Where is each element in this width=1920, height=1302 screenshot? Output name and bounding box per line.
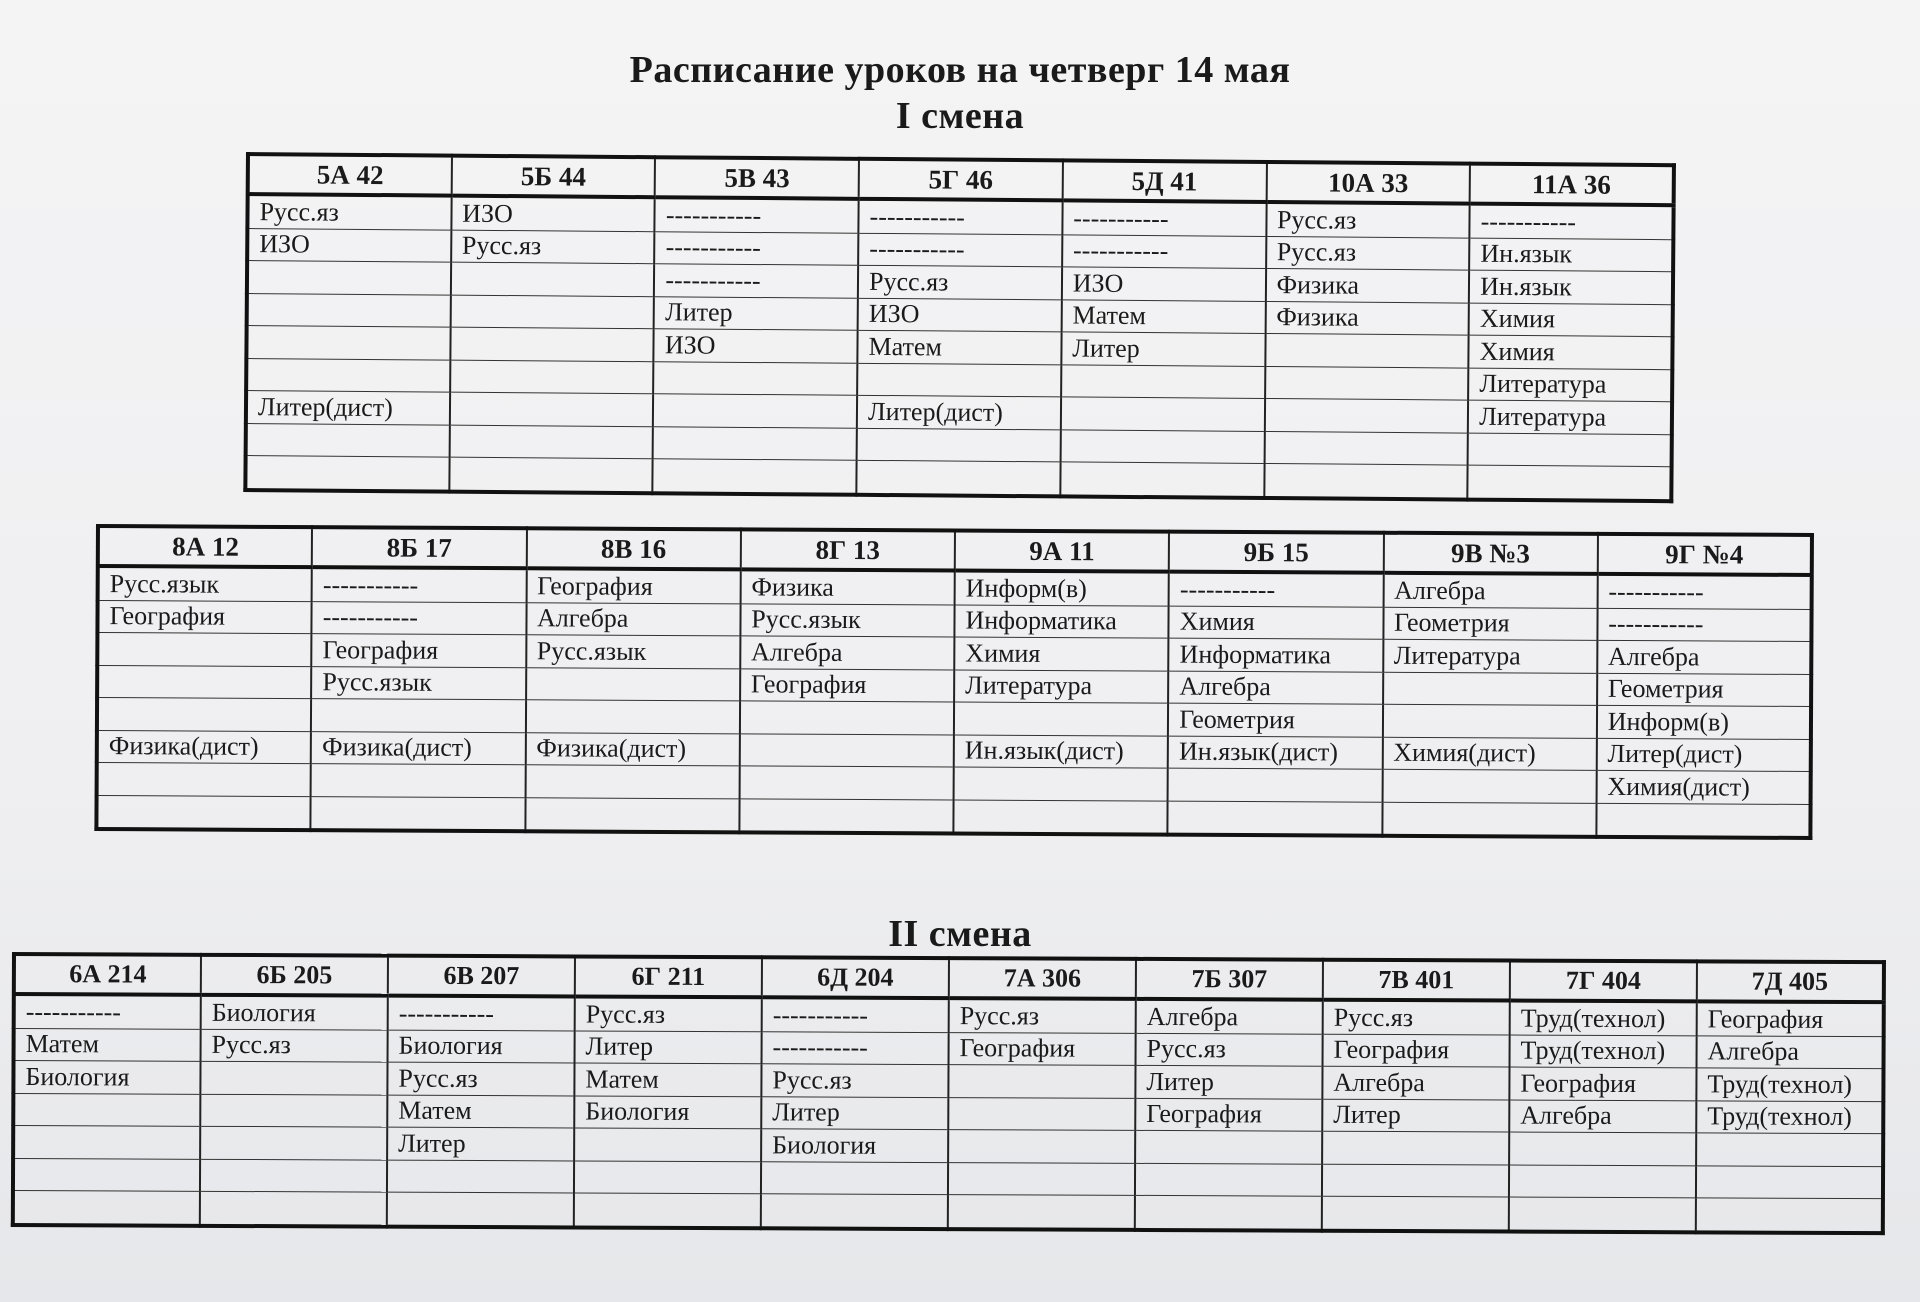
lesson-cell: География <box>1697 1001 1884 1036</box>
lesson-cell: Труд(технол) <box>1510 1001 1697 1036</box>
lesson-cell <box>1468 433 1672 467</box>
lesson-cell: Литер <box>387 1127 574 1160</box>
schedule-table-shift-2-grades-6-7 <box>11 952 1886 1235</box>
lesson-cell <box>953 799 1167 834</box>
lesson-cell: Физика <box>1265 301 1469 335</box>
lesson-cell: География <box>1135 1098 1322 1131</box>
lesson-cell: Русс.яз <box>1266 236 1470 270</box>
lesson-cell <box>450 295 654 329</box>
lesson-cell <box>1509 1165 1696 1198</box>
lesson-cell <box>311 764 525 798</box>
schedule-table-shift-1-grades-5-11 <box>243 152 1676 503</box>
class-column-header: 6А 214 <box>14 954 201 995</box>
class-column-header: 9А 11 <box>955 530 1169 571</box>
lesson-cell <box>387 1192 574 1227</box>
lesson-cell <box>740 701 954 735</box>
lesson-cell: Литер <box>761 1096 948 1129</box>
lesson-cell: ИЗО <box>1062 267 1266 301</box>
page-title: Расписание уроков на четверг 14 мая <box>629 49 1291 91</box>
lesson-cell <box>97 665 311 699</box>
lesson-cell: ----------- <box>858 233 1062 267</box>
lesson-cell: Литер(дист) <box>246 391 450 425</box>
lesson-cell: Литер <box>1135 1065 1322 1098</box>
lesson-cell <box>97 763 311 797</box>
lesson-cell <box>245 456 449 492</box>
lesson-cell <box>574 1160 761 1193</box>
lesson-cell: Геометрия <box>1383 607 1597 641</box>
lesson-cell <box>246 326 450 360</box>
lesson-cell: Русс.язык <box>740 603 954 637</box>
lesson-cell <box>13 1158 200 1191</box>
lesson-cell: Алгебра <box>1383 573 1597 608</box>
lesson-cell: Матем <box>1061 299 1265 333</box>
lesson-cell <box>1168 768 1382 802</box>
lesson-cell <box>1468 465 1672 501</box>
lesson-cell: Биология <box>201 995 388 1030</box>
lesson-cell: Биология <box>13 1061 200 1094</box>
lesson-cell: Алгебра <box>1136 999 1323 1034</box>
lesson-cell: Геометрия <box>1168 703 1382 737</box>
class-column-header: 5Д 41 <box>1062 160 1266 202</box>
class-column-header: 9В №3 <box>1383 533 1597 574</box>
lesson-cell: Химия <box>954 637 1168 671</box>
lesson-cell <box>1322 1164 1509 1197</box>
lesson-cell <box>1061 397 1265 431</box>
lesson-cell <box>948 1130 1135 1163</box>
class-column-header: 6В 207 <box>388 956 575 997</box>
lesson-cell <box>1135 1195 1322 1230</box>
class-column-header: 7Г 404 <box>1510 961 1697 1002</box>
lesson-cell: Литер <box>1322 1099 1509 1132</box>
class-column-header: 11А 36 <box>1470 164 1674 206</box>
lesson-cell: Русс.яз <box>387 1062 574 1095</box>
lesson-cell: Русс.яз <box>761 1064 948 1097</box>
lesson-cell <box>1322 1196 1509 1231</box>
lesson-cell <box>739 766 953 800</box>
lesson-cell <box>246 358 450 392</box>
lesson-cell <box>948 1065 1135 1098</box>
lesson-cell: География <box>97 600 311 634</box>
lesson-cell: Русс.яз <box>1266 202 1470 238</box>
lesson-cell: Русс.яз <box>858 265 1062 299</box>
lesson-cell <box>857 363 1061 397</box>
lesson-cell: Ин.язык <box>1469 238 1673 272</box>
lesson-cell <box>654 361 858 395</box>
lesson-cell: Русс.язык <box>526 635 740 669</box>
lesson-cell: Физика(дист) <box>525 732 739 766</box>
lesson-cell <box>739 733 953 767</box>
lesson-cell <box>387 1160 574 1193</box>
class-column-header: 5Б 44 <box>451 156 655 198</box>
lesson-cell <box>96 795 310 830</box>
lesson-cell <box>653 426 857 460</box>
lesson-cell: Алгебра <box>1322 1066 1509 1099</box>
lesson-cell: Ин.язык(дист) <box>1168 736 1382 770</box>
lesson-cell: Физика(дист) <box>97 730 311 764</box>
class-column-header: 7Д 405 <box>1697 961 1884 1002</box>
lesson-cell: Информ(в) <box>1597 705 1811 739</box>
lesson-cell: Литература <box>954 669 1168 703</box>
class-column-header: 9Г №4 <box>1598 534 1812 575</box>
lesson-cell <box>449 425 653 459</box>
lesson-cell: ----------- <box>655 231 859 265</box>
class-column-header: 5А 42 <box>248 154 452 196</box>
lesson-cell <box>200 1159 387 1192</box>
lesson-cell: ----------- <box>1597 608 1811 642</box>
class-column-header: 8В 16 <box>526 528 740 569</box>
lesson-cell <box>1383 672 1597 706</box>
lesson-cell: Биология <box>761 1129 948 1162</box>
lesson-cell: Русс.язык <box>98 566 312 601</box>
lesson-cell: ----------- <box>388 996 575 1031</box>
class-column-header: 6Д 204 <box>762 957 949 998</box>
lesson-cell <box>1696 1165 1883 1198</box>
lesson-cell: Химия(дист) <box>1596 770 1810 804</box>
lesson-cell: Литер <box>575 1030 762 1063</box>
lesson-cell: ----------- <box>312 601 526 635</box>
class-column-header: 8Г 13 <box>741 529 955 570</box>
lesson-cell <box>311 796 525 831</box>
lesson-cell: География <box>312 634 526 668</box>
lesson-cell: Русс.яз <box>575 996 762 1031</box>
lesson-cell <box>13 1093 200 1126</box>
class-column-header: 7А 306 <box>949 958 1136 999</box>
lesson-cell <box>857 428 1061 462</box>
lesson-cell: Русс.яз <box>247 194 451 230</box>
lesson-cell <box>525 765 739 799</box>
lesson-cell <box>451 262 655 296</box>
lesson-cell <box>247 261 451 295</box>
lesson-cell: Ин.язык(дист) <box>954 734 1168 768</box>
lesson-cell <box>653 459 857 495</box>
lesson-cell <box>525 797 739 832</box>
class-column-header: 7Б 307 <box>1136 959 1323 1000</box>
lesson-cell: География <box>1509 1067 1696 1100</box>
lesson-cell: ИЗО <box>654 329 858 363</box>
lesson-cell: ----------- <box>1062 200 1266 236</box>
lesson-cell: Матем <box>574 1063 761 1096</box>
shift-2-heading: II смена <box>888 913 1032 955</box>
lesson-cell: Алгебра <box>1509 1100 1696 1133</box>
lesson-cell <box>450 360 654 394</box>
lesson-cell: Информатика <box>954 604 1168 638</box>
lesson-cell: Информ(в) <box>955 570 1169 605</box>
lesson-cell <box>856 460 1060 496</box>
lesson-cell: Физика <box>1265 269 1469 303</box>
lesson-cell <box>948 1195 1135 1230</box>
lesson-cell <box>1265 334 1469 368</box>
class-column-header: 9Б 15 <box>1169 532 1383 573</box>
lesson-cell <box>200 1126 387 1159</box>
lesson-cell: Химия <box>1169 606 1383 640</box>
lesson-cell: Алгебра <box>1597 640 1811 674</box>
lesson-cell <box>574 1128 761 1161</box>
lesson-cell <box>1135 1130 1322 1163</box>
lesson-cell <box>97 633 311 667</box>
lesson-cell: ----------- <box>762 997 949 1032</box>
lesson-cell: Физика(дист) <box>311 731 525 765</box>
lesson-cell <box>13 1191 200 1226</box>
class-column-header: 7В 401 <box>1323 960 1510 1001</box>
lesson-cell: ----------- <box>1597 574 1811 609</box>
lesson-cell <box>954 767 1168 801</box>
lesson-cell: Литература <box>1383 639 1597 673</box>
lesson-cell: Алгебра <box>1168 671 1382 705</box>
lesson-cell <box>311 699 525 733</box>
lesson-cell: ИЗО <box>451 196 655 232</box>
lesson-cell: Алгебра <box>740 636 954 670</box>
lesson-cell: Биология <box>388 1030 575 1063</box>
lesson-cell <box>449 457 653 493</box>
lesson-cell: Матем <box>857 330 1061 364</box>
lesson-cell <box>526 667 740 701</box>
lesson-cell: Литер(дист) <box>1596 738 1810 772</box>
lesson-cell: Геометрия <box>1597 673 1811 707</box>
lesson-cell <box>450 392 654 426</box>
lesson-cell <box>1168 801 1382 836</box>
lesson-cell <box>653 394 857 428</box>
lesson-cell <box>761 1194 948 1229</box>
lesson-cell: ИЗО <box>247 228 451 262</box>
lesson-cell: Русс.яз <box>1323 1000 1510 1035</box>
lesson-cell: ----------- <box>1470 204 1674 240</box>
lesson-cell: ----------- <box>1169 572 1383 607</box>
lesson-cell <box>1265 366 1469 400</box>
lesson-cell: Литер <box>1061 332 1265 366</box>
lesson-row <box>13 1191 1883 1233</box>
lesson-cell: География <box>1323 1034 1510 1067</box>
lesson-cell <box>13 1126 200 1159</box>
lesson-cell <box>1382 802 1596 837</box>
lesson-cell <box>1264 464 1468 500</box>
class-column-header: 8Б 17 <box>312 527 526 568</box>
lesson-cell: Литер <box>654 296 858 330</box>
lesson-cell: Информатика <box>1168 638 1382 672</box>
lesson-cell <box>1596 803 1810 838</box>
lesson-cell: Русс.яз <box>949 998 1136 1033</box>
lesson-cell: Алгебра <box>526 602 740 636</box>
lesson-cell: ----------- <box>762 1031 949 1064</box>
lesson-cell <box>1264 399 1468 433</box>
lesson-cell: Алгебра <box>1697 1035 1884 1068</box>
lesson-cell: Биология <box>574 1095 761 1128</box>
lesson-cell: Матем <box>14 1028 201 1061</box>
lesson-cell <box>1509 1132 1696 1165</box>
lesson-cell: Труд(технол) <box>1696 1068 1883 1101</box>
lesson-cell <box>761 1161 948 1194</box>
lesson-cell: Литература <box>1468 400 1672 434</box>
lesson-cell <box>1696 1198 1883 1233</box>
lesson-cell: Ин.язык <box>1469 270 1673 304</box>
lesson-cell <box>574 1193 761 1228</box>
lesson-cell: Литер(дист) <box>857 395 1061 429</box>
lesson-cell: Труд(технол) <box>1696 1100 1883 1133</box>
lesson-cell <box>1060 462 1264 498</box>
lesson-cell <box>948 1097 1135 1130</box>
schedule-table-shift-1-grades-8-9 <box>94 524 1814 840</box>
lesson-cell: География <box>740 668 954 702</box>
lesson-cell: Матем <box>387 1095 574 1128</box>
lesson-cell <box>1382 704 1596 738</box>
lesson-cell: Физика <box>740 569 954 604</box>
lesson-cell <box>200 1061 387 1094</box>
lesson-cell: ----------- <box>1062 234 1266 268</box>
lesson-cell: Химия <box>1469 335 1673 369</box>
lesson-cell: Русс.язык <box>311 666 525 700</box>
lesson-cell <box>246 423 450 457</box>
lesson-cell: ----------- <box>655 197 859 233</box>
lesson-cell: Химия(дист) <box>1382 737 1596 771</box>
class-column-header: 6Г 211 <box>575 956 762 997</box>
lesson-cell: Литература <box>1468 368 1672 402</box>
lesson-cell <box>1060 429 1264 463</box>
lesson-cell <box>1382 769 1596 803</box>
lesson-cell <box>739 798 953 833</box>
class-column-header: 5В 43 <box>655 157 859 199</box>
lesson-cell: Русс.яз <box>1136 1033 1323 1066</box>
class-column-header: 10А 33 <box>1266 162 1470 204</box>
lesson-cell: Труд(технол) <box>1510 1035 1697 1068</box>
class-column-header: 6Б 205 <box>201 955 388 996</box>
lesson-cell <box>1696 1133 1883 1166</box>
lesson-cell <box>450 327 654 361</box>
lesson-cell <box>1061 364 1265 398</box>
lesson-cell <box>954 702 1168 736</box>
lesson-cell: Химия <box>1469 303 1673 337</box>
lesson-cell <box>1322 1131 1509 1164</box>
lesson-cell: ----------- <box>14 994 201 1029</box>
lesson-cell <box>948 1162 1135 1195</box>
lesson-cell: ----------- <box>858 199 1062 235</box>
lesson-cell <box>1509 1197 1696 1232</box>
lesson-cell: География <box>526 568 740 603</box>
lesson-cell: ИЗО <box>858 298 1062 332</box>
lesson-cell <box>200 1094 387 1127</box>
class-column-header: 8А 12 <box>98 526 312 567</box>
lesson-cell: Русс.яз <box>201 1029 388 1062</box>
shift-1-heading: I смена <box>895 95 1025 137</box>
lesson-cell <box>525 700 739 734</box>
lesson-cell: ----------- <box>312 567 526 602</box>
lesson-cell: География <box>949 1032 1136 1065</box>
lesson-cell: ----------- <box>654 264 858 298</box>
lesson-cell <box>200 1191 387 1226</box>
class-column-header: 5Г 46 <box>859 159 1063 201</box>
lesson-cell <box>1135 1163 1322 1196</box>
lesson-cell <box>247 293 451 327</box>
lesson-cell <box>97 698 311 732</box>
lesson-cell <box>1264 431 1468 465</box>
lesson-cell: Русс.яз <box>451 230 655 264</box>
